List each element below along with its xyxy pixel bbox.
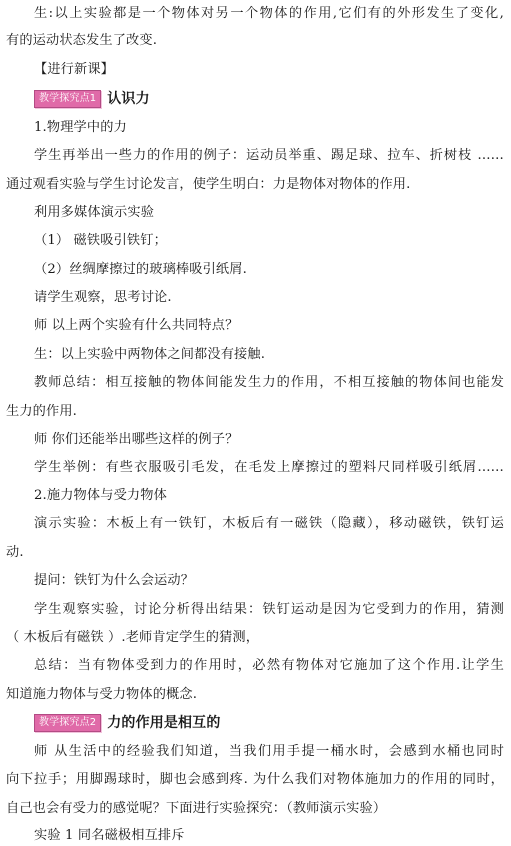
- text-line: 知道施力物体与受力物体的概念.: [6, 687, 198, 702]
- text-line: 演示实验：木板上有一铁钉，木板后有一磁铁（隐藏），移动磁铁，铁钉运: [34, 516, 504, 531]
- text-line: 教师总结：相互接触的物体间能发生力的作用，不相互接触的物体间也能发: [34, 375, 504, 390]
- text-line: 动.: [6, 545, 24, 560]
- text-line: （1） 磁铁吸引铁钉；: [34, 233, 167, 248]
- heading-1-text: 认识力: [107, 91, 150, 107]
- text-line: （2）丝绸摩擦过的玻璃棒吸引纸屑.: [34, 262, 247, 277]
- subheading: 2.施力物体与受力物体: [34, 488, 167, 503]
- section-heading-1: [34, 89, 150, 110]
- text-line: 利用多媒体演示实验: [34, 205, 155, 220]
- text-line: 学生再举出一些力的作用的例子：运动员举重、踢足球、拉车、折树枝 ……: [34, 148, 504, 163]
- text-line: 学生观察实验，讨论分析得出结果：铁钉运动是因为它受到力的作用，猜测: [34, 602, 504, 617]
- text-line: 生:以上实验都是一个物体对另一个物体的作用,它们有的外形发生了变化,: [34, 6, 504, 21]
- text-line: 学生举例：有些衣服吸引毛发，在毛发上摩擦过的塑料尺同样吸引纸屑……: [34, 460, 504, 475]
- heading-2-text: 力的作用是相互的: [107, 715, 221, 731]
- subheading: 1.物理学中的力: [34, 120, 127, 135]
- text-line: 生：以上实验中两物体之间都没有接触.: [34, 347, 266, 362]
- text-line: 生力的作用.: [6, 404, 78, 419]
- text-line: 向下拉手；用脚踢球时，脚也会感到疼. 为什么我们对物体施加力的作用的同时，: [6, 772, 504, 787]
- text-line: 总结：当有物体受到力的作用时，必然有物体对它施加了这个作用.让学生: [34, 658, 504, 673]
- text-line: （ 木板后有磁铁 ）.老师肯定学生的猜测，: [6, 630, 260, 645]
- text-line: 提问：铁钉为什么会运动？: [34, 573, 195, 588]
- text-line: 师 以上两个实验有什么共同特点？: [34, 318, 239, 333]
- text-line: 师 你们还能举出哪些这样的例子？: [34, 432, 239, 447]
- explore-point-badge-2: 教学探究点2: [34, 714, 101, 732]
- text-line: 有的运动状态发生了改变.: [6, 33, 158, 48]
- explore-point-badge-1: 教学探究点1: [34, 90, 101, 108]
- section-heading-2: [34, 713, 220, 734]
- section-label: 【进行新课】: [34, 62, 115, 77]
- text-line: 请学生观察，思考讨论.: [34, 290, 172, 305]
- text-line: 自己也会有受力的感觉呢？下面进行实验探究：（教师演示实验）: [6, 801, 387, 816]
- text-line: 通过观看实验与学生讨论发言，使学生明白：力是物体对物体的作用.: [6, 177, 411, 192]
- text-line: 师 从生活中的经验我们知道，当我们用手提一桶水时，会感到水桶也同时: [34, 744, 504, 759]
- text-line: 实验 1 同名磁极相互排斥: [34, 828, 185, 843]
